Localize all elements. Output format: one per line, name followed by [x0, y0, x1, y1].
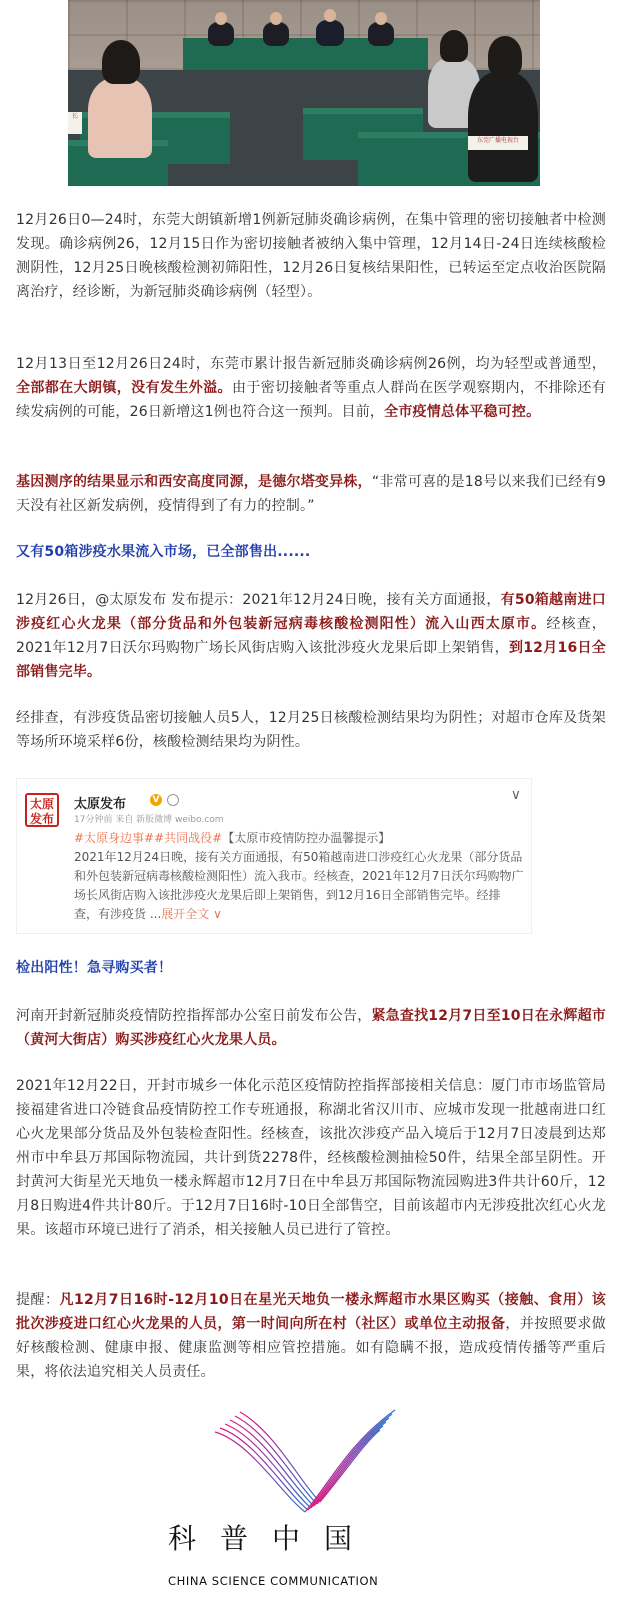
- photo-speaker: [263, 22, 289, 46]
- member-icon: [167, 794, 179, 806]
- photo-speaker: [208, 22, 234, 46]
- paragraph-text: ，并按照要求做好核酸检测、健康申报、健康监测等相应管控措施。如有隐瞒不报，造成疫情传播等严重后果，将依法追究相关人员责任。: [16, 1316, 606, 1380]
- kepu-china-logo-chinese: 科普中国: [168, 1522, 377, 1555]
- weibo-post-title: 【太原市疫情防控办温馨提示】: [222, 831, 391, 845]
- paragraph-text: 12月26日，@太原发布 发布提示：2021年12月24日晚，接有关方面通报，: [16, 592, 501, 608]
- verified-badge-icon: V: [150, 794, 162, 806]
- expand-full-text-link[interactable]: 展开全文 ∨: [161, 907, 222, 921]
- kepu-china-logo-english: CHINA SCIENCE COMMUNICATION: [168, 1574, 379, 1588]
- paragraph-kaifeng-details: 2021年12月22日，开封市城乡一体化示范区疫情防控指挥部接相关信息：厦门市市场监管局接福建省进口冷链食品疫情防控工作专班通报，称湖北省汉川市、应城市发现一批越南进口红心火龙果部分货品及外包装检查阳性。经核查，该批次涉疫产品入境后于12月7日凌晨到达郑州市中牟县万邦国际物流园，共计到货2278件，经核酸检测抽检50件，结果全部呈阴性。开封黄河大街星光天地负一楼永辉超市12月7日在中牟县万邦国际物流园购进3件共计60斤，12月8日购进4件共计80斤。于12月7日16时-10日全部售空，目前该超市内无涉疫批次红心火龙果。该超市环境已进行了消杀，相关接触人员已进行了管控。: [16, 1078, 606, 1238]
- chevron-down-icon[interactable]: ∨: [510, 787, 521, 803]
- photo-audience-hair: [102, 40, 140, 84]
- photo-audience-member: [468, 72, 538, 182]
- weibo-post-text: 2021年12月24日晚，接有关方面通报，有50箱越南进口涉疫红心火龙果（部分货品和外包装新冠病毒核酸检测阳性）流入我市。经核查，2021年12月7日沃尔玛购物广场长风街店购入该批涉疫火龙果后即上架销售，到12月16日全部销售完毕。经排查，有涉疫货 ...: [74, 850, 524, 921]
- taiyuan-fabu-logo: [25, 793, 59, 827]
- paragraph-dongguan-new-case: 12月26日0—24时，东莞大朗镇新增1例新冠肺炎确诊病例，在集中管理的密切接触者中检测发现。确诊病例26，12月15日作为密切接触者被纳入集中管理，12月14日-24日连续核酸检测阴性，12月25日晚核酸检测初筛阳性，12月26日复核结果阳性，已转运至定点收治医院隔离治疗，经诊断，为新冠肺炎确诊病例（轻型）。: [16, 212, 606, 300]
- emphasis-text: 全市疫情总体平稳可控。: [384, 404, 541, 420]
- paragraph-text: “非常可喜的是18号以来我们已经有9天没有社区新发病例，疫情得到了有力的控制。”: [16, 474, 607, 514]
- section-heading-positive: 检出阳性！急寻购买者！: [16, 960, 173, 976]
- emphasis-text: 全部都在大朗镇，没有发生外溢。: [16, 380, 232, 396]
- emphasis-text: 到12月16日全部销售完毕。: [16, 640, 606, 680]
- photo-audience-member: [88, 78, 152, 158]
- press-conference-photo: [68, 0, 540, 186]
- weibo-post-body: [74, 829, 524, 924]
- paragraph-taiyuan-notice: [16, 588, 606, 684]
- photo-placard-left: 长: [68, 112, 82, 134]
- photo-speaker-head: [375, 12, 387, 25]
- photo-speaker-head: [215, 12, 227, 25]
- emphasis-text: 基因测序的结果显示和西安高度同源，是德尔塔变异株，: [16, 474, 372, 490]
- emphasis-text: 有50箱越南进口涉疫红心火龙果（部分货品和外包装新冠病毒核酸检测阳性）流入山西太原市。: [16, 592, 606, 632]
- photo-placard-right: 东莞广播电视台: [468, 136, 528, 150]
- weibo-hashtags[interactable]: #太原身边事##共同战役#: [74, 831, 223, 845]
- paragraph-kaifeng-notice: [16, 1004, 606, 1052]
- photo-speaker: [316, 20, 344, 46]
- logo-line: 发布: [29, 812, 54, 826]
- photo-audience-hair: [488, 36, 522, 76]
- photo-speaker-head: [324, 9, 336, 22]
- emphasis-text: 紧急查找12月7日至10日在永辉超市（黄河大街店）购买涉疫红心火龙果人员。: [16, 1008, 607, 1048]
- logo-line: 太原: [29, 797, 54, 811]
- paragraph-text: 12月13日至12月26日24时，东莞市累计报告新冠肺炎确诊病例26例，均为轻型或普通型，: [16, 356, 606, 372]
- paragraph-text: 经核查，2021年12月7日沃尔玛购物广场长风街店购入该批涉疫火龙果后即上架销售，: [16, 616, 607, 656]
- photo-audience-hair: [440, 30, 468, 62]
- paragraph-text: 由于密切接触者等重点人群尚在医学观察期内，不排除还有续发病例的可能，26日新增这1例也符合这一预判。目前，: [16, 380, 607, 420]
- emphasis-text: 凡12月7日16时-12月10日在星光天地负一楼永辉超市水果区购买（接触、食用）该批次涉疫进口红心火龙果的人员，第一时间向所在村（社区）或单位主动报备: [16, 1292, 606, 1332]
- photo-speaker-head: [270, 12, 282, 25]
- weibo-post-card: [16, 778, 532, 934]
- paragraph-taiyuan-testing: 经排查，有涉疫货品密切接触人员5人，12月25日核酸检测结果均为阴性；对超市仓库及货架等场所环境采样6份，核酸检测结果均为阴性。: [16, 710, 606, 750]
- paragraph-reminder: [16, 1288, 606, 1384]
- weibo-account-name[interactable]: 太原发布: [74, 797, 127, 812]
- paragraph-dongguan-cumulative: [16, 352, 606, 424]
- paragraph-text: 河南开封新冠肺炎疫情防控指挥部办公室日前发布公告，: [16, 1008, 372, 1024]
- photo-speaker: [368, 22, 394, 46]
- paragraph-gene-sequencing: [16, 470, 606, 518]
- kepu-china-logo-graphic: [210, 1402, 400, 1522]
- weibo-post-meta: 17分钟前 来自 新版微博 weibo.com: [74, 815, 224, 825]
- section-heading-fruit: 又有50箱涉疫水果流入市场，已全部售出......: [16, 544, 311, 560]
- reminder-label: 提醒：: [16, 1292, 60, 1308]
